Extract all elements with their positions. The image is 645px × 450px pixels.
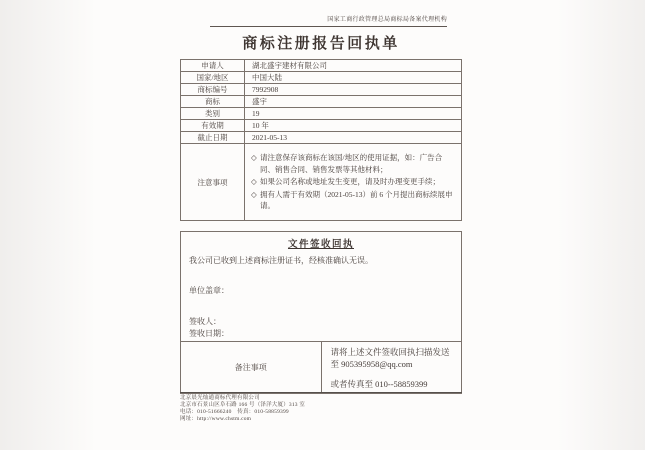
info-table (180, 59, 462, 221)
table-row (181, 84, 462, 96)
remark-cell (321, 342, 462, 394)
receipt-cell (181, 232, 462, 342)
footer-website: 网址：http://www.chstm.com (180, 415, 252, 422)
footer-company: 北京晨光灿通商标代理有限公司 (180, 395, 260, 401)
note-text: 请注意保存该商标在该国/地区的使用证据，如：广告合同、销售合同、销售发票等其他材料； (260, 153, 443, 174)
remark-label: 备注事项 (181, 342, 322, 394)
row-value: 10 年 (245, 120, 462, 132)
table-row (181, 60, 462, 72)
note-item (251, 152, 455, 175)
stamp-label: 单位盖章： (189, 286, 229, 295)
note-item (251, 176, 455, 188)
signer-label: 签收人： (189, 317, 221, 326)
table-row (181, 120, 462, 132)
row-label: 类别 (181, 108, 245, 120)
agency-header: 国家工商行政管理总局商标局备案代理机构 (210, 15, 447, 27)
row-value: 中国大陆 (245, 72, 462, 84)
sign-date-label: 签收日期： (189, 329, 229, 338)
remark-line-email: 请将上述文件签收回执扫描发送至 905395958@qq.com (330, 347, 450, 369)
receipt-confirmation: 我公司已收到上述商标注册证书，经核准确认无误。 (189, 256, 373, 265)
table-row (181, 132, 462, 144)
footer-phone-fax: 电话：010-51666240 传真：010-58859399 (180, 408, 289, 415)
row-label: 截止日期 (181, 132, 245, 144)
notes-cell (245, 144, 462, 221)
receipt-row (181, 232, 462, 342)
diamond-bullet-icon: ◇ (251, 153, 257, 163)
remark-line-fax: 或者传真至 010--58859399 (330, 379, 428, 389)
remark-row (181, 342, 462, 394)
row-label: 有效期 (181, 120, 245, 132)
document-title: 商标注册报告回执单 (242, 36, 400, 52)
notes-label: 注意事项 (181, 144, 245, 221)
receipt-title: 文件签收回执 (287, 240, 354, 250)
table-row (181, 72, 462, 84)
table-row (181, 96, 462, 108)
notes-row (181, 144, 462, 221)
row-label: 商标 (181, 96, 245, 108)
row-label: 申请人 (181, 60, 245, 72)
scan-edge-shading-right (535, 0, 645, 450)
row-label: 商标编号 (181, 84, 245, 96)
note-item (251, 189, 455, 212)
row-value: 19 (245, 108, 462, 120)
agency-footer (180, 392, 462, 423)
note-text: 拥有人需于有效期（2021-05-13）前 6 个月提出商标续展申请。 (260, 189, 453, 211)
receipt-table (180, 231, 462, 394)
row-value: 2021-05-13 (245, 132, 462, 144)
note-text: 如果公司名称或地址发生变更，请及时办理变更手续； (260, 177, 440, 187)
row-value: 盛宇 (245, 96, 462, 108)
row-label: 国家/地区 (181, 72, 245, 84)
scan-edge-shading-left (0, 0, 120, 450)
diamond-bullet-icon: ◇ (251, 189, 257, 199)
footer-address: 北京市石景山区阜石路 166 号（泽洋大厦）313 室 (180, 401, 306, 408)
row-value: 7992908 (245, 84, 462, 96)
table-row (181, 108, 462, 120)
row-value: 湖北盛宇建材有限公司 (245, 60, 462, 72)
diamond-bullet-icon: ◇ (251, 177, 257, 187)
